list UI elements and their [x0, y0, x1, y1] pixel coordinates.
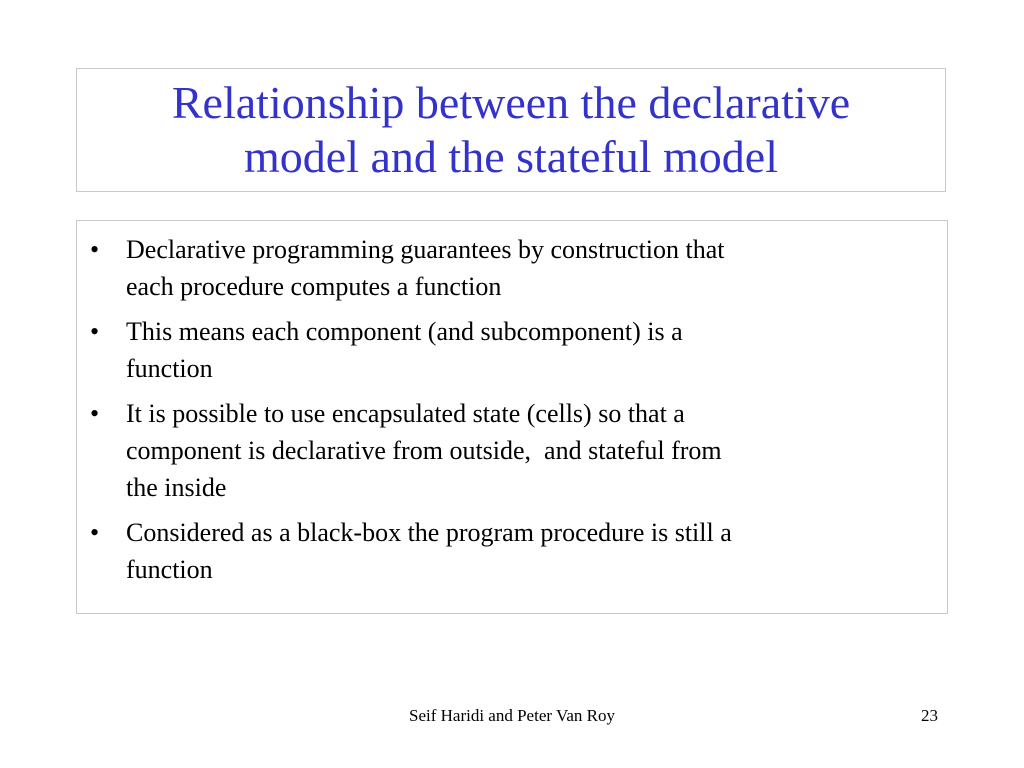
bullet-text-line: This means each component (and subcomponent) is a: [126, 317, 683, 346]
bullet-item: [77, 313, 947, 387]
content-box: [76, 220, 948, 614]
page-number: 23: [921, 706, 938, 725]
bullet-icon: •: [90, 399, 100, 428]
bullet-text-line: Declarative programming guarantees by construction that: [126, 235, 725, 264]
bullet-icon: •: [90, 317, 100, 346]
title-box: [76, 68, 946, 192]
bullet-item: [77, 395, 947, 506]
bullet-text-line: the inside: [126, 473, 227, 502]
slide-title-line-1: Relationship between the declarative: [171, 77, 851, 128]
bullet-list: [77, 231, 947, 588]
bullet-text-line: function: [126, 354, 213, 383]
bullet-text-line: It is possible to use encapsulated state (cells) so that a: [126, 399, 685, 428]
slide-title-line-2: model and the stateful model: [244, 131, 778, 182]
footer-authors: Seif Haridi and Peter Van Roy: [408, 706, 615, 725]
bullet-icon: •: [90, 518, 100, 547]
bullet-icon: •: [90, 235, 100, 264]
bullet-text-line: function: [126, 555, 213, 584]
bullet-text-line: component is declarative from outside, and stateful from: [126, 436, 722, 465]
bullet-item: [77, 231, 947, 305]
bullet-item: [77, 514, 947, 588]
bullet-text-line: Considered as a black-box the program procedure is still a: [126, 518, 732, 547]
bullet-text-line: each procedure computes a function: [126, 272, 502, 301]
